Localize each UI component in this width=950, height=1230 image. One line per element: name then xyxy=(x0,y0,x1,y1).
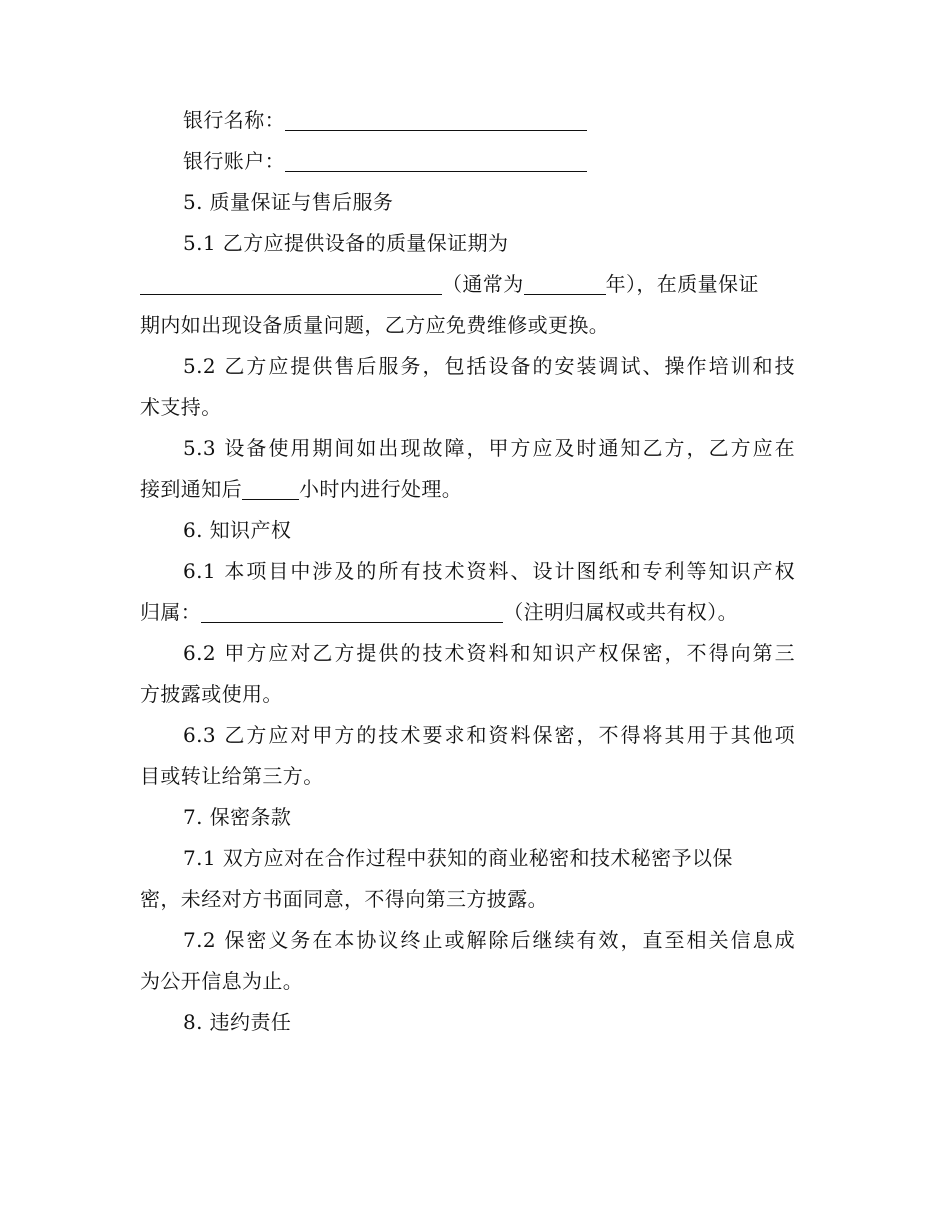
clause-5-1-usually: （通常为 xyxy=(442,272,524,296)
clause-5-1-line-2 xyxy=(140,264,795,305)
ownership-blank xyxy=(201,600,503,623)
clause-7-2-line-1: 7.2 保密义务在本协议终止或解除后继续有效，直至相关信息成 xyxy=(183,928,795,952)
clause-7-1-line-2: 密，未经对方书面同意，不得向第三方披露。 xyxy=(140,887,548,911)
warranty-period-blank xyxy=(140,272,442,295)
clause-5-1-line-1: 5.1 乙方应提供设备的质量保证期为 xyxy=(183,231,509,255)
clause-6-2-line-1: 6.2 甲方应对乙方提供的技术资料和知识产权保密，不得向第三 xyxy=(183,641,795,665)
clause-6-1-line-1: 6.1 本项目中涉及的所有技术资料、设计图纸和专利等知识产权 xyxy=(183,559,795,583)
section-7-title: 7. 保密条款 xyxy=(183,805,292,829)
clause-7-1-line-1: 7.1 双方应对在合作过程中获知的商业秘密和技术秘密予以保 xyxy=(183,846,733,870)
bank-name-blank xyxy=(285,108,587,131)
bank-name-label: 银行名称： xyxy=(183,108,285,132)
section-8-title: 8. 违约责任 xyxy=(183,1010,292,1034)
clause-6-1-line-2 xyxy=(140,592,795,633)
document-body xyxy=(140,100,795,1043)
clause-5-2-line-1: 5.2 乙方应提供售后服务，包括设备的安装调试、操作培训和技 xyxy=(183,354,795,378)
section-6-title: 6. 知识产权 xyxy=(183,518,292,542)
clause-6-1-ownership: 归属： xyxy=(140,600,202,624)
clause-6-3-line-2: 目或转让给第三方。 xyxy=(140,764,324,788)
clause-7-2-line-2: 为公开信息为止。 xyxy=(140,969,304,993)
clause-5-3-after-notice: 接到通知后 xyxy=(140,477,242,501)
bank-account-blank xyxy=(285,149,587,172)
clause-5-3-line-1: 5.3 设备使用期间如出现故障，甲方应及时通知乙方，乙方应在 xyxy=(183,436,795,460)
clause-5-1-years: 年），在质量保证 xyxy=(605,272,759,296)
warranty-years-blank xyxy=(524,272,606,295)
clause-5-3-hours: 小时内进行处理。 xyxy=(299,477,463,501)
bank-account-label: 银行账户： xyxy=(183,149,285,173)
clause-6-1-note: （注明归属权或共有权）。 xyxy=(503,600,739,624)
clause-6-2-line-2: 方披露或使用。 xyxy=(140,682,283,706)
section-5-title: 5. 质量保证与售后服务 xyxy=(183,190,394,214)
bank-name-line xyxy=(140,100,795,141)
clause-5-2-line-2: 术支持。 xyxy=(140,395,222,419)
response-hours-blank xyxy=(242,477,299,500)
clause-5-3-line-2 xyxy=(140,469,795,510)
bank-account-line xyxy=(140,141,795,182)
clause-6-3-line-1: 6.3 乙方应对甲方的技术要求和资料保密，不得将其用于其他项 xyxy=(183,723,795,747)
clause-5-1-line-3: 期内如出现设备质量问题，乙方应免费维修或更换。 xyxy=(140,313,610,337)
